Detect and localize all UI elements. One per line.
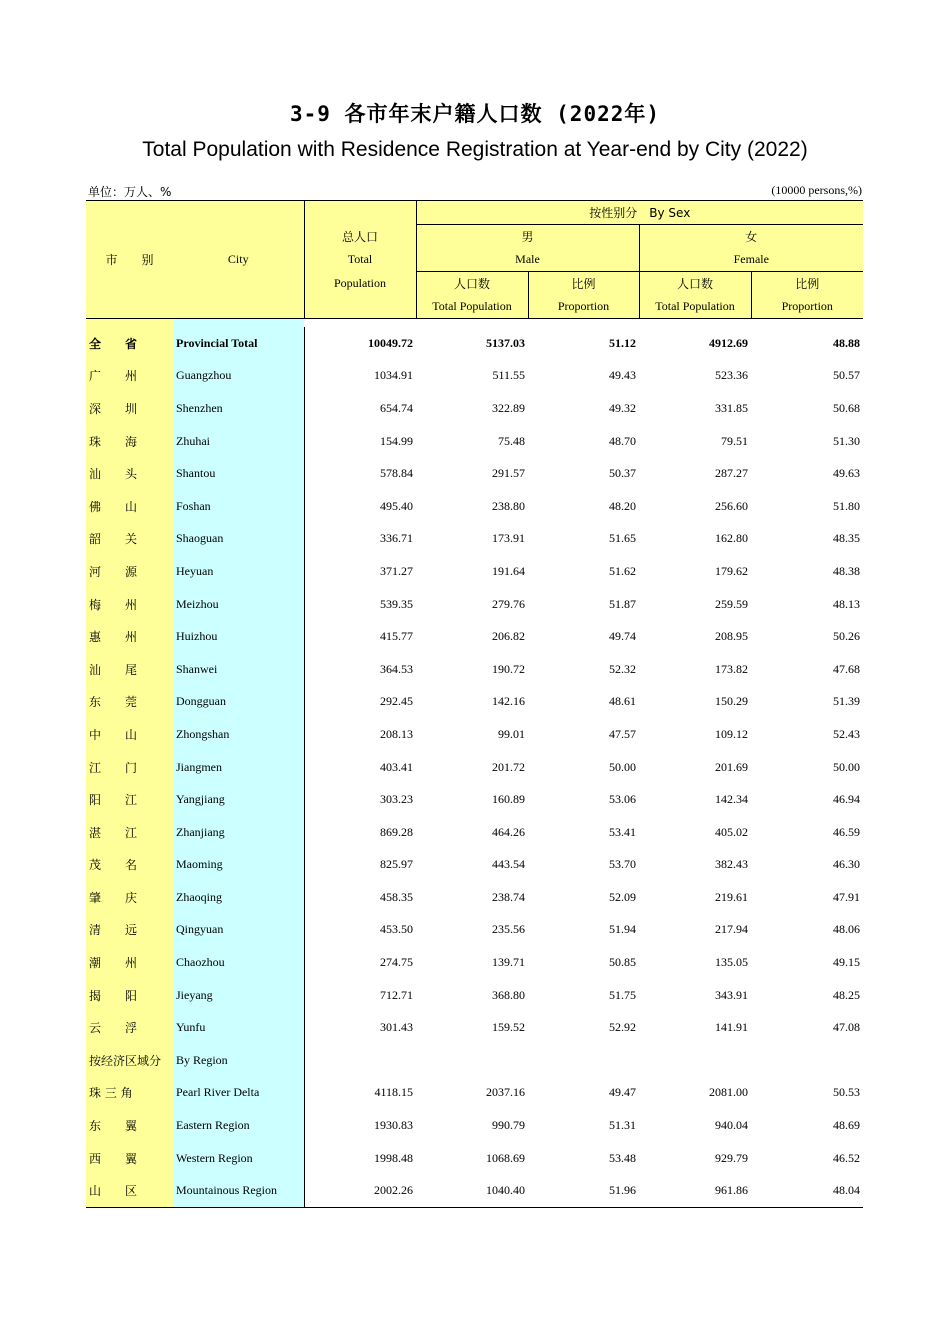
table-row <box>86 1044 863 1077</box>
header-city-cn: 市 别 <box>86 201 173 319</box>
header-male-en: Male <box>416 248 639 272</box>
total-population-cell: 1034.91 <box>304 360 416 393</box>
male-proportion-cell: 48.20 <box>609 498 636 513</box>
male-population-cell: 368.80 <box>492 987 525 1002</box>
female-population-cell: 940.04 <box>715 1118 748 1133</box>
male-proportion-cell: 51.75 <box>609 987 636 1002</box>
male-proportion-cell: 50.85 <box>609 955 636 970</box>
page-title-chinese: 3-9 各市年末户籍人口数 (2022年) <box>289 102 661 126</box>
male-proportion-cell: 49.74 <box>609 629 636 644</box>
city-name-cn: 肇 庆 <box>86 881 173 914</box>
table-row <box>86 751 863 784</box>
female-proportion-cell: 50.53 <box>833 1085 861 1100</box>
female-proportion-cell: 46.52 <box>833 1150 861 1165</box>
city-name-en: Zhanjiang <box>173 816 304 849</box>
female-population-cell: 287.27 <box>715 466 748 481</box>
total-population-cell: 208.13 <box>304 718 416 751</box>
total-population-cell: 495.40 <box>304 490 416 523</box>
male-population-cell: 206.82 <box>492 629 525 644</box>
female-proportion-cell: 51.30 <box>833 433 861 448</box>
header-female-pop-en: Total Population <box>639 295 751 319</box>
header-female-prop-en: Proportion <box>751 295 863 319</box>
total-population-cell: 274.75 <box>304 946 416 979</box>
city-name-en: Pearl River Delta <box>173 1077 304 1110</box>
female-proportion-cell: 48.88 <box>833 335 861 350</box>
total-population-cell: 415.77 <box>304 620 416 653</box>
header-male-pop-en: Total Population <box>416 295 528 319</box>
male-population-cell: 159.52 <box>492 1020 525 1035</box>
city-name-cn: 山 区 <box>86 1174 173 1207</box>
male-population-cell: 2037.16 <box>486 1085 525 1100</box>
female-population-cell: 150.29 <box>715 694 748 709</box>
header-by-sex: 按性别分 By Sex <box>416 201 863 225</box>
total-population-cell: 453.50 <box>304 914 416 947</box>
table-row <box>86 588 863 621</box>
table-row <box>86 783 863 816</box>
female-population-cell: 208.95 <box>715 629 748 644</box>
total-population-cell: 364.53 <box>304 653 416 686</box>
city-name-cn: 韶 关 <box>86 523 173 556</box>
city-name-cn: 汕 头 <box>86 457 173 490</box>
female-proportion-cell: 51.39 <box>833 694 861 709</box>
female-proportion-cell: 46.94 <box>833 792 861 807</box>
female-population-cell: 142.34 <box>715 792 748 807</box>
total-population-cell: 654.74 <box>304 392 416 425</box>
total-population-cell: 1930.83 <box>304 1109 416 1142</box>
male-population-cell: 1040.40 <box>416 1174 528 1207</box>
male-population-cell: 160.89 <box>492 792 525 807</box>
total-population-cell: 578.84 <box>304 457 416 490</box>
female-proportion-cell: 48.35 <box>833 531 861 546</box>
female-population-cell: 929.79 <box>715 1150 748 1165</box>
female-population-cell: 219.61 <box>715 889 748 904</box>
city-name-en: Heyuan <box>173 555 304 588</box>
female-proportion-cell: 48.06 <box>833 922 861 937</box>
city-name-cn: 汕 尾 <box>86 653 173 686</box>
male-population-cell <box>416 1044 528 1077</box>
total-population-cell: 1998.48 <box>304 1142 416 1175</box>
city-name-cn: 佛 山 <box>86 490 173 523</box>
table-row <box>86 946 863 979</box>
city-name-cn: 云 浮 <box>86 1011 173 1044</box>
table-row <box>86 523 863 556</box>
female-population-cell: 173.82 <box>715 661 748 676</box>
total-population-cell: 539.35 <box>304 588 416 621</box>
city-name-en: Mountainous Region <box>173 1174 304 1207</box>
male-population-cell: 139.71 <box>492 955 525 970</box>
total-population-cell: 825.97 <box>304 849 416 882</box>
male-proportion-cell: 51.65 <box>609 531 636 546</box>
unit-label-chinese: 单位：万人、% <box>88 185 172 199</box>
city-name-cn: 东 莞 <box>86 686 173 719</box>
male-proportion-cell: 51.96 <box>528 1174 639 1207</box>
city-name-cn: 阳 江 <box>86 783 173 816</box>
male-population-cell: 990.79 <box>492 1118 525 1133</box>
female-proportion-cell: 47.68 <box>833 661 861 676</box>
male-population-cell: 75.48 <box>498 433 525 448</box>
female-population-cell: 259.59 <box>715 596 748 611</box>
male-proportion-cell <box>528 1044 639 1077</box>
female-proportion-cell: 47.91 <box>833 889 861 904</box>
female-proportion-cell: 48.13 <box>833 596 861 611</box>
total-population-cell: 712.71 <box>304 979 416 1012</box>
female-population-cell <box>639 1044 751 1077</box>
male-proportion-cell: 50.00 <box>609 759 636 774</box>
table-row <box>86 392 863 425</box>
population-table <box>86 200 863 1208</box>
female-population-cell: 256.60 <box>715 498 748 513</box>
table-row <box>86 1011 863 1044</box>
male-population-cell: 173.91 <box>492 531 525 546</box>
female-proportion-cell: 47.08 <box>833 1020 861 1035</box>
female-proportion-cell: 48.04 <box>751 1174 863 1207</box>
female-proportion-cell: 48.69 <box>833 1118 861 1133</box>
total-population-cell: 336.71 <box>304 523 416 556</box>
city-name-en: Shaoguan <box>173 523 304 556</box>
header-female-en: Female <box>639 248 863 272</box>
city-name-cn: 梅 州 <box>86 588 173 621</box>
male-proportion-cell: 49.43 <box>609 368 636 383</box>
female-proportion-cell: 50.26 <box>833 629 861 644</box>
male-population-cell: 443.54 <box>492 857 525 872</box>
male-proportion-cell: 48.61 <box>609 694 636 709</box>
male-population-cell: 464.26 <box>492 824 525 839</box>
table-row <box>86 555 863 588</box>
city-name-cn: 江 门 <box>86 751 173 784</box>
city-name-en: Maoming <box>173 849 304 882</box>
female-proportion-cell: 46.30 <box>833 857 861 872</box>
total-population-cell: 301.43 <box>304 1011 416 1044</box>
female-proportion-cell: 52.43 <box>833 726 861 741</box>
total-population-cell: 154.99 <box>304 425 416 458</box>
header-male-prop-cn: 比例 <box>528 272 639 296</box>
male-population-cell: 5137.03 <box>486 335 525 350</box>
female-proportion-cell: 50.57 <box>833 368 861 383</box>
male-proportion-cell: 51.87 <box>609 596 636 611</box>
table-row <box>86 849 863 882</box>
male-population-cell: 99.01 <box>498 726 525 741</box>
city-name-cn: 揭 阳 <box>86 979 173 1012</box>
table-row <box>86 1174 863 1207</box>
header-total-cn: 总人口 <box>304 225 416 249</box>
male-proportion-cell: 51.62 <box>609 563 636 578</box>
header-city-en: City <box>173 201 304 319</box>
female-population-cell: 201.69 <box>715 759 748 774</box>
city-name-en: Qingyuan <box>173 914 304 947</box>
city-name-cn: 广 州 <box>86 360 173 393</box>
city-name-en: Zhongshan <box>173 718 304 751</box>
header-row-1 <box>86 201 863 225</box>
header-female-cn: 女 <box>639 225 863 249</box>
male-proportion-cell: 52.92 <box>609 1020 636 1035</box>
table-row <box>86 1142 863 1175</box>
header-male-prop-en: Proportion <box>528 295 639 319</box>
city-name-en: Meizhou <box>173 588 304 621</box>
table-row <box>86 1077 863 1110</box>
total-population-cell: 371.27 <box>304 555 416 588</box>
total-population-cell: 458.35 <box>304 881 416 914</box>
city-name-cn: 西 翼 <box>86 1142 173 1175</box>
city-name-cn: 深 圳 <box>86 392 173 425</box>
city-name-en: Jiangmen <box>173 751 304 784</box>
female-proportion-cell: 48.25 <box>833 987 861 1002</box>
male-population-cell: 279.76 <box>492 596 525 611</box>
female-population-cell: 331.85 <box>715 400 748 415</box>
table-row <box>86 620 863 653</box>
table-row <box>86 327 863 360</box>
male-population-cell: 238.74 <box>492 889 525 904</box>
female-proportion-cell: 46.59 <box>833 824 861 839</box>
table-row <box>86 686 863 719</box>
table-row <box>86 490 863 523</box>
female-proportion-cell: 50.68 <box>833 400 861 415</box>
city-name-cn: 河 源 <box>86 555 173 588</box>
total-population-cell: 2002.26 <box>304 1174 416 1207</box>
male-proportion-cell: 53.70 <box>609 857 636 872</box>
header-male-cn: 男 <box>416 225 639 249</box>
total-population-cell: 403.41 <box>304 751 416 784</box>
city-name-cn: 惠 州 <box>86 620 173 653</box>
table-row <box>86 360 863 393</box>
city-name-en: Zhaoqing <box>173 881 304 914</box>
city-name-cn: 珠 海 <box>86 425 173 458</box>
female-population-cell: 162.80 <box>715 531 748 546</box>
header-female-pop-cn: 人口数 <box>639 272 751 296</box>
female-population-cell: 405.02 <box>715 824 748 839</box>
female-proportion-cell: 51.80 <box>833 498 861 513</box>
city-name-en: Jieyang <box>173 979 304 1012</box>
city-name-en: Chaozhou <box>173 946 304 979</box>
header-total-spacer-bottom <box>304 295 416 319</box>
city-name-cn: 茂 名 <box>86 849 173 882</box>
female-population-cell: 2081.00 <box>709 1085 748 1100</box>
table-row <box>86 718 863 751</box>
total-population-cell: 303.23 <box>304 783 416 816</box>
city-name-cn: 潮 州 <box>86 946 173 979</box>
male-proportion-cell: 48.70 <box>609 433 636 448</box>
male-proportion-cell: 53.06 <box>609 792 636 807</box>
female-population-cell: 79.51 <box>721 433 748 448</box>
male-proportion-cell: 51.12 <box>609 335 636 350</box>
header-total-spacer <box>304 201 416 225</box>
total-population-cell: 292.45 <box>304 686 416 719</box>
total-population-cell: 10049.72 <box>304 327 416 360</box>
female-population-cell: 343.91 <box>715 987 748 1002</box>
city-name-en: Yunfu <box>173 1011 304 1044</box>
city-name-en: Dongguan <box>173 686 304 719</box>
city-name-cn: 东 翼 <box>86 1109 173 1142</box>
city-name-cn: 湛 江 <box>86 816 173 849</box>
table-row <box>86 425 863 458</box>
city-name-cn: 珠 三 角 <box>86 1077 173 1110</box>
table-row <box>86 914 863 947</box>
table-row <box>86 457 863 490</box>
male-proportion-cell: 53.48 <box>609 1150 636 1165</box>
table-row <box>86 1109 863 1142</box>
female-proportion-cell: 49.15 <box>833 955 861 970</box>
female-population-cell: 141.91 <box>715 1020 748 1035</box>
male-population-cell: 190.72 <box>492 661 525 676</box>
city-name-en: Western Region <box>173 1142 304 1175</box>
header-total-en2: Population <box>304 272 416 296</box>
male-population-cell: 291.57 <box>492 466 525 481</box>
city-name-cn: 中 山 <box>86 718 173 751</box>
male-population-cell: 201.72 <box>492 759 525 774</box>
male-population-cell: 235.56 <box>492 922 525 937</box>
female-population-cell: 135.05 <box>715 955 748 970</box>
female-population-cell: 109.12 <box>715 726 748 741</box>
male-proportion-cell: 52.32 <box>609 661 636 676</box>
male-population-cell: 238.80 <box>492 498 525 513</box>
female-population-cell: 4912.69 <box>709 335 748 350</box>
male-proportion-cell: 52.09 <box>609 889 636 904</box>
female-population-cell: 382.43 <box>715 857 748 872</box>
male-proportion-cell: 50.37 <box>609 466 636 481</box>
header-total-en1: Total <box>304 248 416 272</box>
female-proportion-cell <box>751 1044 863 1077</box>
body-top-spacer <box>86 319 863 327</box>
table-row <box>86 816 863 849</box>
city-name-en: Shanwei <box>173 653 304 686</box>
male-proportion-cell: 51.94 <box>609 922 636 937</box>
female-proportion-cell: 49.63 <box>833 466 861 481</box>
city-name-en: Eastern Region <box>173 1109 304 1142</box>
city-name-en: Zhuhai <box>173 425 304 458</box>
page-title-english: Total Population with Residence Registration at Year-end by City (2022) <box>142 138 808 161</box>
male-proportion-cell: 49.47 <box>609 1085 636 1100</box>
total-population-cell: 4118.15 <box>304 1077 416 1110</box>
total-population-cell: 869.28 <box>304 816 416 849</box>
header-female-prop-cn: 比例 <box>751 272 863 296</box>
male-proportion-cell: 47.57 <box>609 726 636 741</box>
female-population-cell: 179.62 <box>715 563 748 578</box>
male-population-cell: 511.55 <box>492 368 525 383</box>
female-proportion-cell: 50.00 <box>833 759 861 774</box>
male-proportion-cell: 49.32 <box>609 400 636 415</box>
female-population-cell: 217.94 <box>715 922 748 937</box>
city-name-en: Provincial Total <box>173 327 304 360</box>
male-proportion-cell: 51.31 <box>609 1118 636 1133</box>
table-row <box>86 881 863 914</box>
male-population-cell: 142.16 <box>492 694 525 709</box>
city-name-en: Shantou <box>173 457 304 490</box>
city-name-en: Foshan <box>173 490 304 523</box>
city-name-cn: 按经济区域分 <box>86 1044 173 1077</box>
male-population-cell: 191.64 <box>492 563 525 578</box>
city-name-en: Guangzhou <box>173 360 304 393</box>
unit-label-english: (10000 persons,%) <box>771 183 862 197</box>
table-row <box>86 979 863 1012</box>
female-proportion-cell: 48.38 <box>833 563 861 578</box>
male-population-cell: 1068.69 <box>486 1150 525 1165</box>
female-population-cell: 523.36 <box>715 368 748 383</box>
city-name-cn: 清 远 <box>86 914 173 947</box>
city-name-cn: 全 省 <box>86 327 173 360</box>
city-name-en: Shenzhen <box>173 392 304 425</box>
table-body <box>86 327 863 1208</box>
city-name-en: By Region <box>173 1044 304 1077</box>
city-name-en: Huizhou <box>173 620 304 653</box>
female-population-cell: 961.86 <box>639 1174 751 1207</box>
header-male-pop-cn: 人口数 <box>416 272 528 296</box>
table-row <box>86 653 863 686</box>
male-proportion-cell: 53.41 <box>609 824 636 839</box>
total-population-cell <box>304 1044 416 1077</box>
city-name-en: Yangjiang <box>173 783 304 816</box>
male-population-cell: 322.89 <box>492 400 525 415</box>
